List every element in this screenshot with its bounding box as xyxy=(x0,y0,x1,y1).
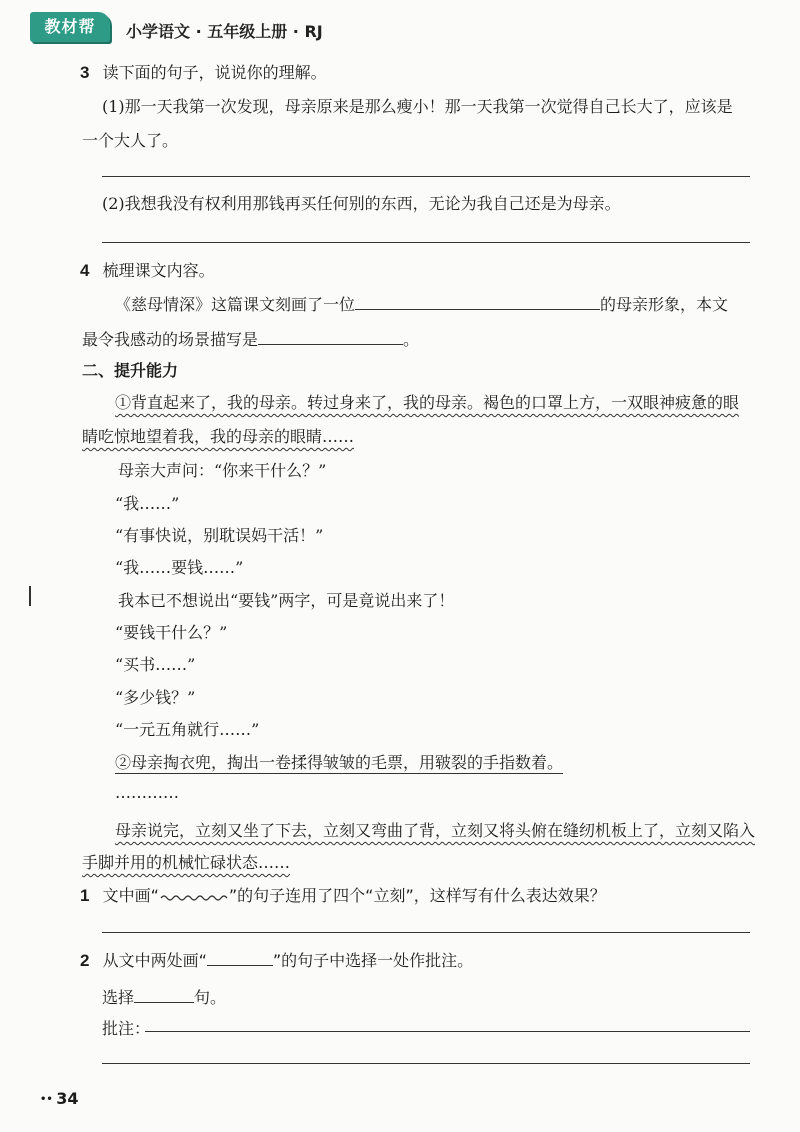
passage-p1-line-1: ①背直起来了，我的母亲。转过身来了，我的母亲。褐色的口罩上方，一双眼神疲惫的眼 xyxy=(115,393,740,412)
q1-answer-line[interactable] xyxy=(102,932,750,933)
q4-line-1 xyxy=(115,292,728,315)
q2-text-a: 从文中两处画“ xyxy=(102,951,207,970)
q3-title: 读下面的句子，说说你的理解。 xyxy=(102,63,327,82)
passage-dialogue-4: “我……要钱……” xyxy=(115,558,244,577)
wavy-line-sample xyxy=(159,887,229,906)
passage-dialogue-9: “一元五角就行……” xyxy=(115,720,260,739)
q4-line-2-text-a: 最令我感动的场景描写是 xyxy=(82,330,259,349)
passage-p3-line-2: 手脚并用的机械忙碌状态…… xyxy=(82,853,291,872)
q2-annotation-label: 批注： xyxy=(102,1019,151,1038)
header-title: 小学语文 · 五年级上册 · RJ xyxy=(126,22,323,41)
q2-prompt xyxy=(80,948,473,971)
q4-title: 梳理课文内容。 xyxy=(102,261,215,280)
q1-number: 1 xyxy=(80,886,90,905)
page-number xyxy=(40,1089,79,1108)
passage-dialogue-2: “我……” xyxy=(115,494,180,513)
q4-heading xyxy=(80,258,215,281)
passage-p1-line-2: 睛吃惊地望着我，我的母亲的眼睛…… xyxy=(82,427,355,446)
page-number-text: 34 xyxy=(56,1089,79,1108)
passage-p2: ②母亲掏衣兜，掏出一卷揉得皱皱的毛票，用皲裂的手指数着。 xyxy=(115,753,564,772)
passage-ellipsis: ………… xyxy=(115,783,179,802)
q4-line-1-text-a: 《慈母情深》这篇课文刻画了一位 xyxy=(115,295,356,314)
q3-sentence-1-line-1: (1)那一天我第一次发现，母亲原来是那么瘦小！那一天我第一次觉得自己长大了，应该是 xyxy=(102,97,733,116)
text-cursor-mark xyxy=(29,586,31,606)
passage-dialogue-3: “有事快说，别耽误妈干活！” xyxy=(115,526,324,545)
header-badge-text: 教材帮 xyxy=(44,17,96,36)
q2-select-blank[interactable] xyxy=(134,988,194,1003)
section-2-title: 二、提升能力 xyxy=(82,361,179,380)
q3-answer-line-2[interactable] xyxy=(102,242,750,243)
page-dots-icon: •• xyxy=(40,1094,57,1105)
q3-sentence-1-line-2: 一个大人了。 xyxy=(82,131,179,150)
q1-text-b: ”的句子连用了四个“立刻”，这样写有什么表达效果？ xyxy=(228,886,606,905)
passage-dialogue-7: “买书……” xyxy=(115,655,196,674)
q2-select-text-b: 句。 xyxy=(194,988,227,1007)
q4-line-2-text-b: 。 xyxy=(403,330,420,349)
q2-text-b: ”的句子中选择一处作批注。 xyxy=(272,951,474,970)
passage-dialogue-5: 我本已不想说出“要钱”两字，可是竟说出来了！ xyxy=(118,591,455,610)
q4-number: 4 xyxy=(80,261,90,280)
passage-dialogue-8: “多少钱？” xyxy=(115,688,196,707)
straight-line-sample xyxy=(207,951,273,966)
header-badge xyxy=(30,12,110,42)
passage-p3-line-1: 母亲说完，立刻又坐了下去，立刻又弯曲了背，立刻又将头俯在缝纫机板上了，立刻又陷入 xyxy=(115,821,756,840)
q1-text-a: 文中画“ xyxy=(102,886,159,905)
q2-annotation-line-2[interactable] xyxy=(102,1063,750,1064)
q2-select-text-a: 选择 xyxy=(102,988,135,1007)
q3-sentence-2: (2)我想我没有权利用那钱再买任何别的东西，无论为我自己还是为母亲。 xyxy=(102,194,621,213)
q3-number: 3 xyxy=(80,63,90,82)
q3-heading xyxy=(80,60,327,83)
q4-blank-mother-image[interactable] xyxy=(355,295,600,310)
q1-prompt xyxy=(80,883,606,906)
q2-select-row xyxy=(102,985,226,1008)
passage-dialogue-1: 母亲大声问：“你来干什么？” xyxy=(118,461,327,480)
q4-line-2 xyxy=(82,327,419,350)
q2-annotation-line-1[interactable] xyxy=(145,1031,750,1032)
passage-dialogue-6: “要钱干什么？” xyxy=(115,623,228,642)
q2-number: 2 xyxy=(80,951,90,970)
q4-blank-scene[interactable] xyxy=(258,330,403,345)
q4-line-1-text-b: 的母亲形象，本文 xyxy=(600,295,729,314)
q3-answer-line-1[interactable] xyxy=(102,176,750,177)
